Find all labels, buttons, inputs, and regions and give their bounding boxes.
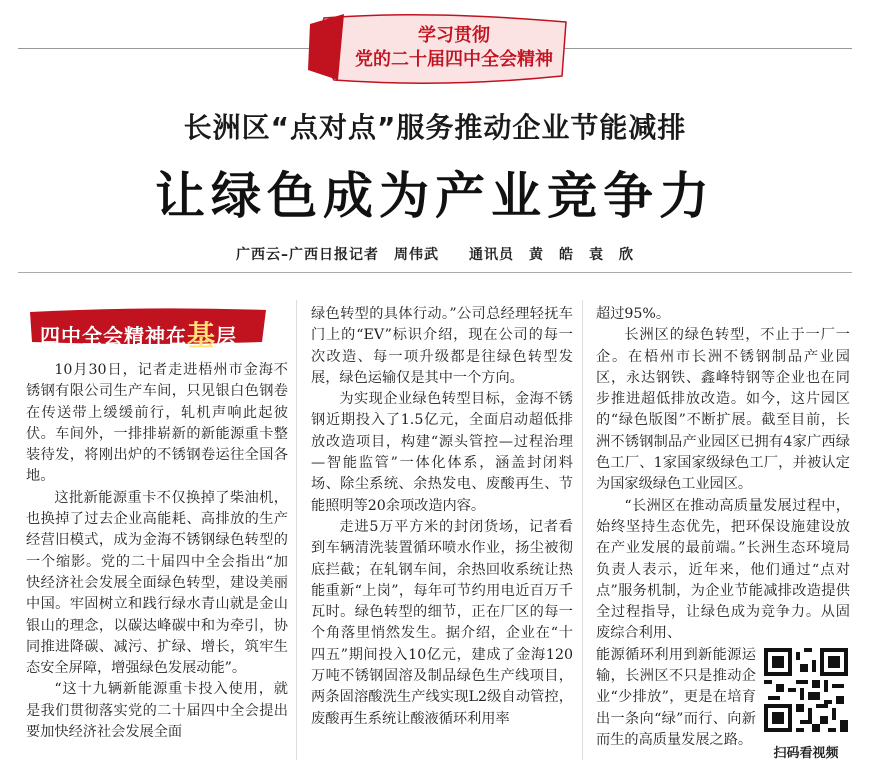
column-divider (296, 300, 297, 760)
paragraph: 走进5万平方米的封闭货场，记者看到车辆清洗装置循环喷水作业，扬尘被彻底拦截；在轧钢车间，余热回收系统让热能重新“上岗”，每年可节约用电近百万千瓦时。绿色转型的细节，正在厂区的每一个角落里悄然发生。据介绍，企业在“十四五”期间投入10亿元，建成了金海120万吨不锈钢固溶及制品绿色生产线项目，两条固溶酸洗生产线实现L2级自动管控，废酸再生系统让酸液循环利用率 (311, 518, 573, 727)
paragraph: 长洲区的绿色转型，不止于一厂一企。在梧州市长洲不锈钢制品产业园区，永达钢铁、鑫峰特钢等企业也在同步推进超低排放改造。如今，这片园区的“绿色版图”不断扩展。截至目前，长洲不锈钢制品产业园区已拥有4家广西绿色工厂、1家国家级绿色工厂，并被认定为国家级绿色工业园区。 (596, 327, 850, 493)
newspaper-page (4, 4, 866, 770)
article-subtitle: 长洲区“点对点”服务推动企业节能减排 (183, 111, 687, 144)
column-2 (311, 304, 573, 730)
qr-code-label: 扫码看视频 (773, 746, 839, 761)
section-tag-big: 基 (187, 319, 217, 352)
paragraph: 能源循环利用到新能源运输，长洲区不只是推动企业“少排放”，更是在培育出一条向“绿”而行、向新而生的高质量发展之路。 (596, 646, 756, 748)
qr-code-icon[interactable] (764, 648, 848, 732)
article-headline: 让绿色成为产业竞争力 (155, 167, 715, 225)
paragraph: “长洲区在推动高质量发展过程中，始终坚持生态优先，把环保设施建设放在产业发展的最前端。”长洲生态环境局负责人表示，近年来，他们通过“点对点”服务机制，为企业节能减排改造提供全过程指导，让绿色成为竞争力。从固废综合利用、 (596, 497, 850, 642)
section-tag-text (40, 312, 237, 352)
section-tag-suffix: 层 (216, 324, 238, 348)
column-1 (26, 360, 288, 743)
banner-line2: 党的二十届四中全会精神 (355, 49, 553, 70)
paragraph: “这十九辆新能源重卡投入使用，就是我们贯彻落实党的二十届四中全会提出要加快经济社会发展全面 (26, 681, 288, 741)
paragraph: 10月30日，记者走进梧州市金海不锈钢有限公司生产车间，只见银白色钢卷在传送带上缓缓前行，轧机声响此起彼伏。车间外，一排排崭新的新能源重卡整装待发，将刚出炉的不锈钢卷运往全国各地。 (26, 362, 288, 485)
section-tag (26, 304, 271, 352)
article-byline: 广西云–广西日报记者 周伟武 通讯员 黄 皓 袁 欣 (236, 247, 634, 263)
paragraph: 超过95%。 (596, 306, 671, 322)
byline-rule (18, 272, 852, 273)
column-divider (582, 300, 583, 760)
banner (304, 10, 574, 88)
paragraph: 这批新能源重卡不仅换掉了柴油机，也换掉了过去企业高能耗、高排放的生产经营旧模式，成为金海不锈钢绿色转型的一个缩影。党的二十届四中全会指出“加快经济社会发展全面绿色转型，建设美丽中国。牢固树立和践行绿水青山就是金山银山的理念，以碳达峰碳中和为牵引，协同推进降碳、减污、扩绿、增长，筑牢生态安全屏障，增强绿色发展动能”。 (26, 489, 288, 677)
banner-line1: 学习贯彻 (418, 25, 490, 46)
paragraph: 绿色转型的具体行动。”公司总经理轻抚车门上的“EV”标识介绍，现在公司的每一次改造、每一项升级都是往绿色转型发展，绿色运输仅是其中一个方向。 (311, 306, 573, 386)
section-tag-prefix: 四中全会精神在 (40, 324, 187, 348)
paragraph: 为实现企业绿色转型目标，金海不锈钢近期投入了1.5亿元，全面启动超低排放改造项目，构建“源头管控—过程治理—智能监管”一体化体系，涵盖封闭料场、除尘系统、余热发电、废酸再生、节能照明等20余项改造内容。 (311, 391, 573, 514)
banner-text (344, 24, 564, 72)
